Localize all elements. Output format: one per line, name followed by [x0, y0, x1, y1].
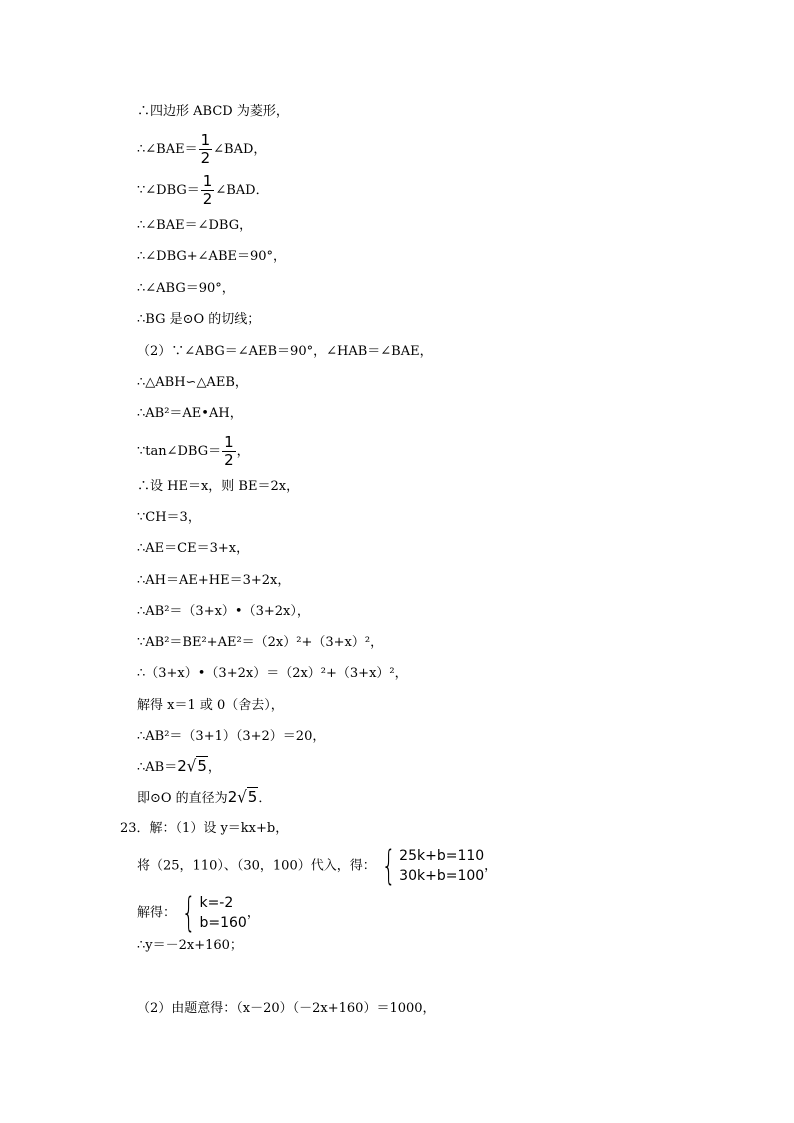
text-line: ∴AB²＝（3+x）•（3+2x），: [137, 604, 310, 619]
text-line: ∴AE＝CE＝3+x，: [137, 541, 250, 556]
text-line: ∴BG 是⊙O 的切线；: [137, 312, 261, 327]
text-line: ∴AH＝AE+HE＝3+2x，: [137, 573, 291, 588]
text-line: 解得： { k=-2 b=160 ，: [137, 890, 260, 936]
text-line: ∵AB²＝BE²+AE²＝（2x）²+（3+x）²，: [137, 635, 384, 650]
text-line: ∴∠BAE＝∠DBG，: [137, 218, 253, 233]
text-line: （2）∵∠ABG＝∠AEB＝90°，∠HAB＝∠BAE，: [137, 344, 433, 359]
square-root: 2√5: [227, 787, 258, 807]
equation-system: { k=-2 b=160: [181, 890, 247, 936]
text-line: ∴∠ABG＝90°，: [137, 281, 235, 296]
text-line: ∴（3+x）•（3+2x）＝（2x）²+（3+x）²，: [137, 666, 408, 681]
text-line: ∵CH＝3，: [137, 510, 201, 525]
text-line: ∴AB²＝AE•AH，: [137, 406, 243, 421]
fraction: $\frac{1}{2}$: [224, 433, 234, 469]
text-line: 解得 x＝1 或 0（舍去），: [137, 698, 284, 713]
square-root: 2√5: [177, 756, 207, 776]
text-line: ∴AB＝2√5，: [137, 756, 221, 776]
problem-heading: 23．解：（1）设 y＝kx+b，: [120, 821, 289, 836]
text-line: ∴设 HE＝x，则 BE＝2x，: [137, 479, 300, 494]
text-line: ∵∠DBG＝ $\frac{1}{2}$ ∠BAD．: [137, 172, 269, 208]
equation-system: { 25k+b=110 30k+b=100: [381, 843, 485, 889]
fraction: $\frac{1}{2}$: [202, 172, 213, 208]
text-line: ∵tan∠DBG＝ $\frac{1}{2}$ ，: [137, 433, 250, 469]
text-line: （2）由题意得：（x－20）（－2x+160）＝1000，: [137, 1001, 436, 1016]
fraction: $\frac{1}{2}$: [200, 131, 211, 167]
text-line: 即⊙O 的直径为2√5．: [137, 787, 272, 807]
text-line: ∴y＝－2x+160；: [137, 938, 243, 953]
text-line: ∴∠DBG+∠ABE＝90°，: [137, 249, 287, 264]
text-line: ∴△ABH∽△AEB，: [137, 375, 248, 390]
text-line: ∴∠BAE＝ $\frac{1}{2}$ ∠BAD，: [137, 131, 267, 167]
text-line: 将（25，110）、（30，100）代入，得： { 25k+b=110 30k+b=100 ，: [137, 843, 498, 889]
text-line: ∴AB²＝（3+1）（3+2）＝20，: [137, 729, 326, 744]
text-line: ∴四边形 ABCD 为菱形，: [137, 104, 289, 119]
